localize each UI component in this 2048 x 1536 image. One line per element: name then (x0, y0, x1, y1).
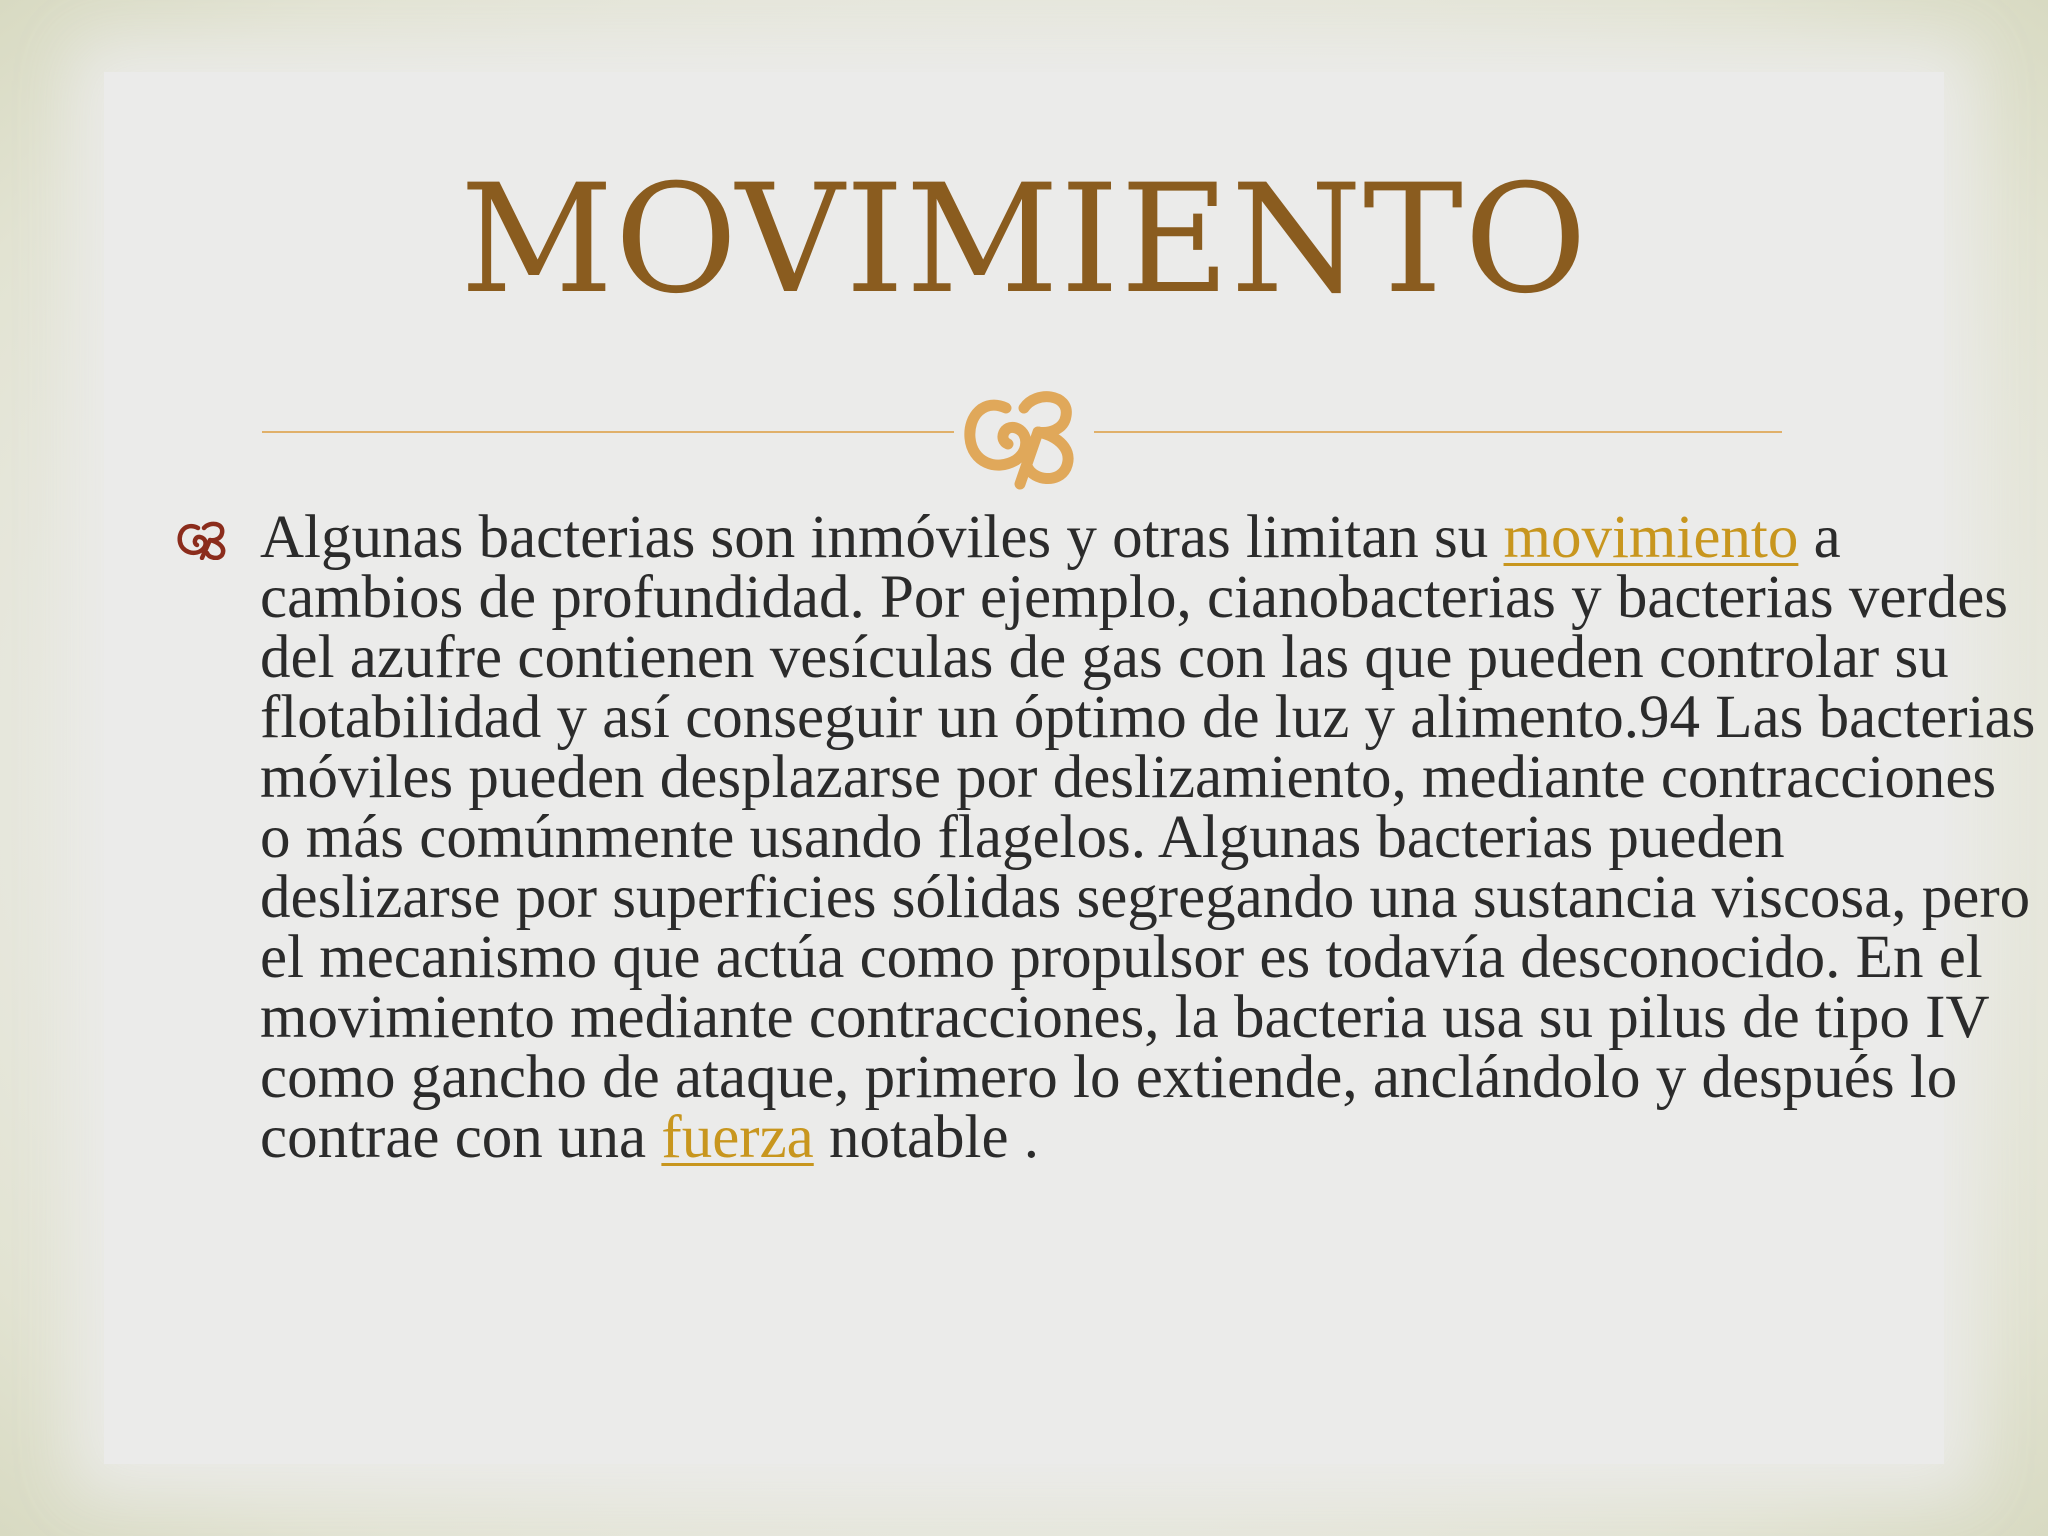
slide-title: MOVIMIENTO (459, 153, 1589, 327)
paragraph-text-3: notable . (813, 1104, 1040, 1171)
body-paragraph (260, 504, 2040, 1171)
paragraph-text-1: Algunas bacterias son inmóviles y otras limitan su (260, 504, 1504, 571)
fuerza-link[interactable]: fuerza (661, 1104, 814, 1171)
flourish-ornament-icon (954, 380, 1094, 490)
movimiento-link[interactable]: movimiento (1503, 504, 1799, 571)
paragraph-text-2: a cambios de profundidad. Por ejemplo, cianobacterias y bacterias verdes del azufre contienen vesículas de gas con las que pueden controlar su flotabilidad y así conseguir un óptimo de luz y alimento.94 Las bacterias móviles pueden desplazarse por deslizamiento, mediante contracciones o más comúnmente usando flagelos. Algunas bacterias pueden deslizarse por superficies sólidas segregando una sustancia viscosa, pero el mecanismo que actúa como propulsor es todavía desconocido. En el movimiento mediante contracciones, la bacteria usa su pilus de tipo IV como gancho de ataque, primero lo extiende, anclándolo y después lo contrae con una (260, 504, 2036, 1171)
flourish-bullet-icon (176, 520, 236, 560)
